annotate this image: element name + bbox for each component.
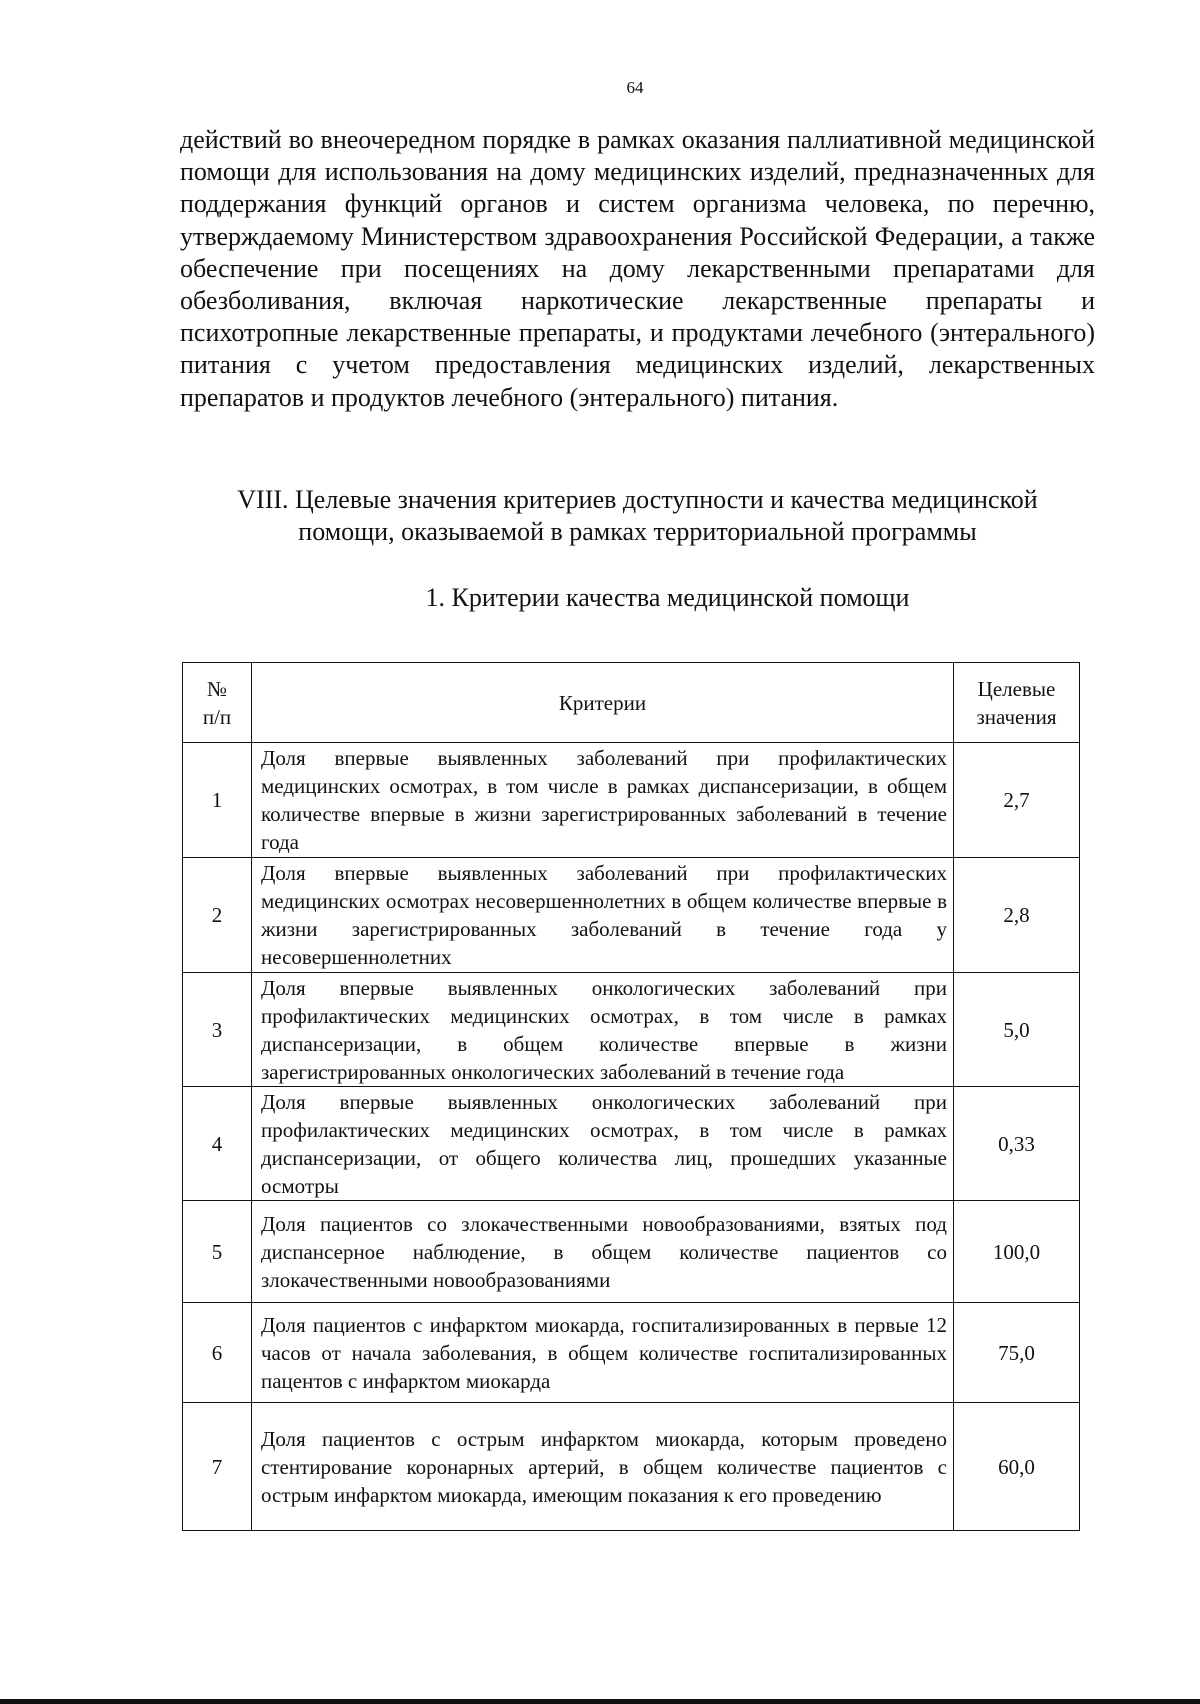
header-number-line-1: № — [206, 676, 228, 701]
row-target-value: 5,0 — [954, 973, 1080, 1087]
criteria-table — [182, 662, 1080, 1531]
row-target-value: 75,0 — [954, 1303, 1080, 1403]
header-criteria: Критерии — [252, 663, 954, 743]
table-row — [183, 1403, 1080, 1531]
row-criterion: Доля впервые выявленных заболеваний при профилактических медицинских осмотрах несовершеннолетних в общем количестве впервые в жизни зарегистрированных заболеваний в течение года у несовершеннолетних — [252, 858, 954, 973]
header-number — [183, 663, 252, 743]
row-number: 1 — [183, 743, 252, 858]
table-row — [183, 858, 1080, 973]
section-heading-line-1: VIII. Целевые значения критериев доступности и качества медицинской — [237, 485, 1038, 514]
table-row — [183, 1201, 1080, 1303]
header-value-line-2: значения — [976, 704, 1057, 729]
scan-bottom-edge — [0, 1699, 1200, 1704]
section-heading-line-2: помощи, оказываемой в рамках территориальной программы — [298, 517, 977, 546]
header-number-line-2: п/п — [202, 704, 232, 729]
table-row — [183, 743, 1080, 858]
table-header-row — [183, 663, 1080, 743]
intro-paragraph: действий во внеочередном порядке в рамках оказания паллиативной медицинской помощи для использования на дому медицинских изделий, предназначенных для поддержания функций органов и систем организма человека, по перечню, утверждаемому Министерством здравоохранения Российской Федерации, а также обеспечение при посещениях на дому лекарственными препаратами для обезболивания, включая наркотические лекарственные препараты и психотропные лекарственные препараты, и продуктами лечебного (энтерального) питания с учетом предоставления медицинских изделий, лекарственных препаратов и продуктов лечебного (энтерального) питания. — [180, 125, 1095, 412]
table-row — [183, 973, 1080, 1087]
table-row — [183, 1087, 1080, 1201]
row-criterion: Доля впервые выявленных заболеваний при профилактических медицинских осмотрах, в том числе в рамках диспансеризации, в общем количестве впервые в жизни зарегистрированных заболеваний в течение года — [252, 743, 954, 858]
section-heading — [180, 484, 1095, 548]
row-number: 3 — [183, 973, 252, 1087]
row-number: 4 — [183, 1087, 252, 1201]
row-criterion: Доля впервые выявленных онкологических заболеваний при профилактических медицинских осмотрах, в том числе в рамках диспансеризации, в общем количестве впервые в жизни зарегистрированных онкологических заболеваний в течение года — [252, 973, 954, 1087]
row-number: 5 — [183, 1201, 252, 1303]
row-target-value: 60,0 — [954, 1403, 1080, 1531]
row-target-value: 0,33 — [954, 1087, 1080, 1201]
row-criterion: Доля пациентов со злокачественными новообразованиями, взятых под диспансерное наблюдение, в общем количестве пациентов со злокачественными новообразованиями — [252, 1201, 954, 1303]
table-row — [183, 1303, 1080, 1403]
page-number: 64 — [626, 78, 644, 97]
row-target-value: 2,8 — [954, 858, 1080, 973]
row-number: 2 — [183, 858, 252, 973]
row-number: 6 — [183, 1303, 252, 1403]
row-criterion: Доля пациентов с острым инфарктом миокарда, которым проведено стентирование коронарных артерий, в общем количестве пациентов с острым инфарктом миокарда, имеющим показания к его проведению — [252, 1403, 954, 1531]
row-criterion: Доля впервые выявленных онкологических заболеваний при профилактических медицинских осмотрах, в том числе в рамках диспансеризации, от общего количества лиц, прошедших указанные осмотры — [252, 1087, 954, 1201]
row-target-value: 2,7 — [954, 743, 1080, 858]
row-target-value: 100,0 — [954, 1201, 1080, 1303]
header-target-values — [954, 663, 1080, 743]
subsection-heading: 1. Критерии качества медицинской помощи — [425, 583, 910, 612]
header-value-line-1: Целевые — [977, 676, 1056, 701]
row-number: 7 — [183, 1403, 252, 1531]
row-criterion: Доля пациентов с инфарктом миокарда, госпитализированных в первые 12 часов от начала заболевания, в общем количестве госпитализированных пацентов с инфарктом миокарда — [252, 1303, 954, 1403]
